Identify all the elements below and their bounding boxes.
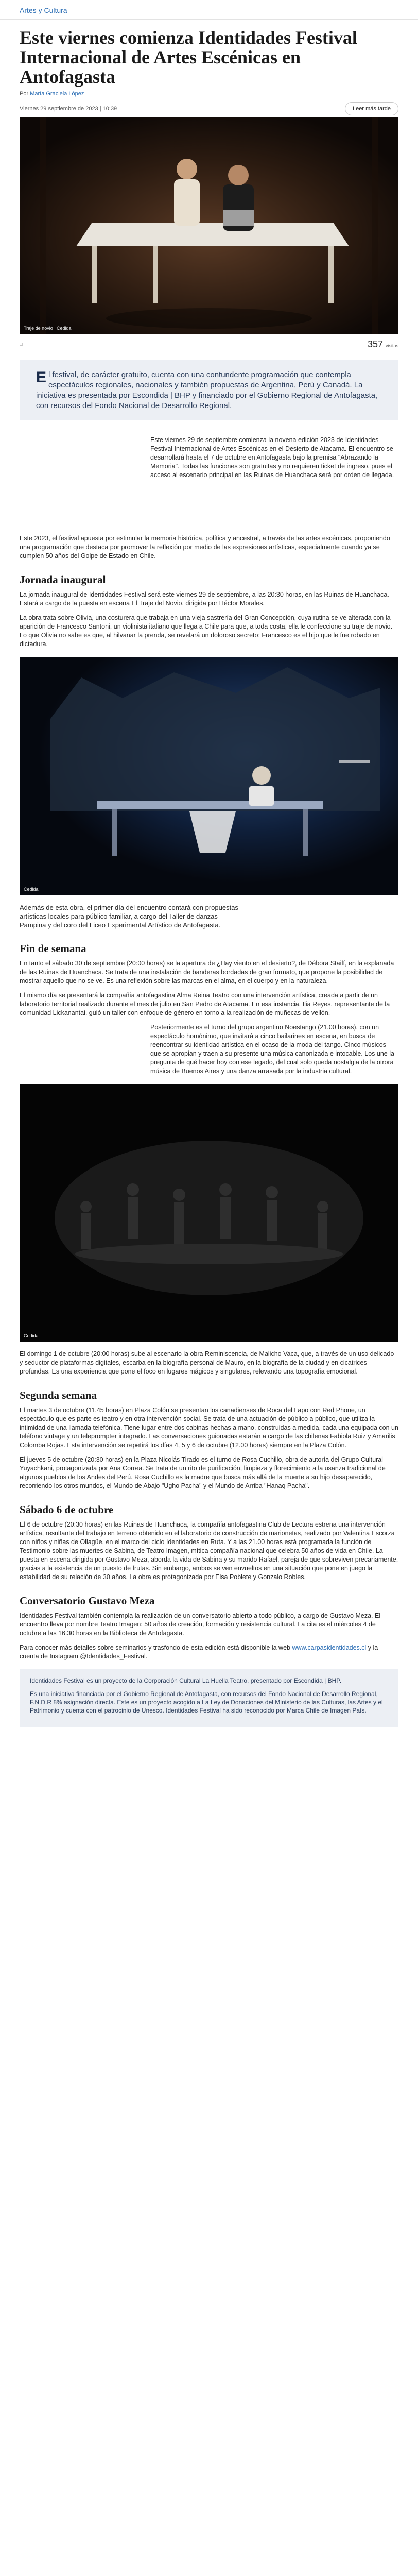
article-body (0, 1350, 418, 1376)
article-body (0, 959, 418, 1076)
article-body (0, 1520, 418, 1582)
article-body (0, 903, 418, 929)
read-later-button[interactable]: Leer más tarde (345, 102, 398, 115)
lead-box (20, 360, 398, 420)
paragraph: Posteriormente es el turno del grupo argentino Noestango (21.00 horas), con un espectáculo homónimo, que invitará a cinco bailarines en escena, en busca de reencontrar su identidad artística en el ocaso de la moda del tango. Cinco músicos que se apropian y traen a su presente una música canonizada e intocable. Los une la pregunta de qué hacer hoy con ese legado, del cual solo queda nostalgia de la otrora música de Buenos Aires y una danza arrasada por la industria cultural. (150, 1024, 394, 1075)
hero-photo-image (20, 117, 398, 334)
paragraph: En tanto el sábado 30 de septiembre (20:00 horas) se la apertura de ¿Hay viento en el desierto?, de Débora Staiff, en la explanada de las Ruinas de Huanchaca. Se trata de una instalación de banderas bordadas de gran formato, que propone la posibilidad de mostrar aquello que no se ve. Es una reflexión sobre las marcas en el alma, en el cuerpo y en la naturaleza. (20, 960, 394, 985)
paragraph: La jornada inaugural de Identidades Festival será este viernes 29 de septiembre, a las 20:30 horas, en las Ruinas de Huanchaca. Estará a cargo de la puesta en escena El Traje del Novio, dirigida por Héctor Morales. (20, 591, 389, 607)
byline (0, 87, 418, 97)
paragraph: Identidades Festival también contempla la realización de un conversatorio abierto a todo público, a cargo de Gustavo Meza. El encuentro lleva por nombre Teatro Imagen: 50 años de creación, formación y resistencia cultural. La cita es el miércoles 4 de octubre a las 16.30 horas en la Biblioteca de Antofagasta. (20, 1612, 381, 1637)
paragraph: El 6 de octubre (20:30 horas) en las Ruinas de Huanchaca, la compañía antofagastina Club de Lectura estrena una intervención artística, resultante del trabajo en terreno obtenido en el laboratorio de construcción de marionetas, realizado por Valentina Escorza con niños y niñas de Ollagüe, en el marco del ciclo Identidades en Ruta. Y a las 21.00 horas está programada la función de Testimonio sobre las muertes de Sabina, de Teatro Imagen, mítica compañía nacional que celebra 50 años de vida en Chile. La puesta en escena dirigida por Gustavo Meza, aborda la vida de Sabina y su marido Rafael, pareja de que sobreviven precariamente, gracias a la existencia de un puesto de frutas. Sin embargo, ambos se ven envueltos en una situación que pone en juego la estabilidad de su relación de 30 años. La obra es protagonizada por Elsa Poblete y Gonzalo Robles. (20, 1521, 398, 1581)
article-body (0, 590, 418, 649)
photo-meta (0, 334, 418, 354)
article-body (0, 1612, 418, 1661)
section-bar (0, 0, 418, 20)
views-counter (368, 339, 398, 350)
paragraph: Este 2023, el festival apuesta por estimular la memoria histórica, política y ancestral, a través de las artes escénicas, proponiendo una programación que destaca por promover la reflexión por medio de las expresiones artísticas, especialmente cuando ya se cumplen 50 años del Golpe de Estado en Chile. (20, 535, 390, 560)
lead-paragraph (36, 370, 384, 411)
views-label: visitas (385, 343, 398, 348)
camera-icon: □ (20, 342, 23, 347)
paragraph: El mismo día se presentará la compañía antofagastina Alma Reina Teatro con una intervención artística, creada a partir de un laboratorio territorial realizado durante el mes de julio en San Pedro de Atacama. En esa instancia, Ilia Reyes, representante de la comunidad Lickanantai, guió un taller con enfoque de género en torno a la realización de muñecas de vellón. (20, 992, 390, 1016)
paragraph-text: Para conocer más detalles sobre seminarios y trasfondo de esta edición está disponible la web (20, 1644, 290, 1651)
byline-prefix: Por (20, 91, 29, 97)
paragraph (20, 1643, 398, 1661)
photo-credit: Cedida (24, 1333, 39, 1338)
subheading: Sábado 6 de octubre (20, 1503, 114, 1516)
photo-credit: Cedida (24, 887, 39, 892)
paragraph: El jueves 5 de octubre (20:30 horas) en la Plaza Nicolás Tirado es el turno de Rosa Cuchillo, obra de autoría del Grupo Cultural Yuyachkani, protagonizada por Ana Correa. Se trata de un rito de purificación, limpieza y florecimiento a la usanza tradicional de algunos pueblos de los Andes del Perú. Rosa Cuchillo es la madre que busca más allá de la muerte a su hijo desaparecido, recorriendo los otros mundos, el Mundo de Abajo "Ugho Pacha" y el Mundo de Arriba "Hanaq Pacha". (20, 1456, 386, 1489)
hero-photo[interactable] (20, 117, 398, 334)
article-photo[interactable] (20, 1084, 398, 1342)
article-body (0, 436, 418, 561)
article-headline: Este viernes comienza Identidades Festival Internacional de Artes Escénicas en Antofagasta (20, 27, 357, 87)
page-bottom-spacer (0, 1727, 418, 1748)
photo-credit: Traje de novio | Cedida (24, 326, 72, 331)
subheading: Fin de semana (20, 942, 86, 955)
festival-website-link[interactable]: www.carpasidentidades.cl (292, 1644, 367, 1651)
article-body (0, 1406, 418, 1490)
info-paragraph: Es una iniciativa financiada por el Gobierno Regional de Antofagasta, con recursos del Fondo Nacional de Desarrollo Regional, F.N.D.R 8% asignación directa. Este es un proyecto acogido a La Ley de Donaciones del Ministerio de las Culturas, las Artes y el Patrimonio y cuenta con el patrocinio de Unesco. Identidades Festival ha sido reconocido por Marca Chile de Imagen País. (30, 1690, 383, 1714)
section-link[interactable]: Artes y Cultura (20, 6, 67, 14)
lead-text: l festival, de carácter gratuito, cuenta con una contundente programación que contempla espectáculos regionales, nacionales y también propuestas de Argentina, Perú y Canadá. La iniciativa es presentada por Escondida | BHP y financiado por el Gobierno Regional de Antofagasta, con recursos del Fondo Nacional de Desarrollo Regional. (36, 370, 378, 410)
paragraph: El domingo 1 de octubre (20:00 horas) sube al escenario la obra Reminiscencia, de Malicho Vaca, que, a través de un uso delicado y seductor de plataformas digitales, escarba en la biografía personal de Mauro, en la biografía de la ciudad y en cicatrices profundas. Es una experiencia que pone el foco en lugares mágicos y singulares, relevando una topografía emocional. (20, 1350, 394, 1375)
author-link[interactable]: María Graciela López (30, 91, 84, 97)
paragraph: El martes 3 de octubre (11.45 horas) en Plaza Colón se presentan los canadienses de Roca del Lapo con Red Phone, un espectáculo que es parte es teatro y en otra intervención social. Se trata de una actuación de público a público, que utiliza la intimidad de una llamada telefónica. Tiene lugar entre dos cabinas hechas a mano, construidas a medida, cada una equipada con un teléfono vintage y un teleprompter integrado. Las conversaciones guionadas estarán a cargo de las chilenas Fabiola Ruiz y Amarilis Colomba Rojas. Esta intervención se repetirá los días 4, 5 y 6 de octubre (12.00 horas) siempre en la Plaza Colón. (20, 1406, 398, 1449)
views-count: 357 (367, 338, 383, 349)
info-box (20, 1669, 398, 1727)
paragraph: Además de esta obra, el primer día del encuentro contará con propuestas artísticas locales para público familiar, a cargo del Taller de danzas Pampina y del coro del Liceo Experimental Artístico de Antofagasta. (20, 904, 238, 929)
info-paragraph: Identidades Festival es un proyecto de la Corporación Cultural La Huella Teatro, presentado por Escondida | BHP. (30, 1677, 342, 1684)
subheading: Segunda semana (20, 1389, 97, 1401)
paragraph-text: y la cuenta de Instagram @Identidades_Festival. (20, 1644, 378, 1660)
dropcap: E (36, 369, 47, 386)
subheading: Jornada inaugural (20, 573, 106, 586)
dateline (0, 97, 418, 117)
paragraph: Este viernes 29 de septiembre comienza la novena edición 2023 de Identidades Festival Internacional de Artes Escénicas en el Desierto de Atacama. El encuentro se desarrollará hasta el 7 de octubre en Antofagasta bajo la premisa "Abrazando la Memoria". Todas las funciones son gratuitas y no requieren ticket de ingreso, pues el acceso al escenario principal en las Ruinas de Huanchaca será por orden de llegada. (150, 436, 394, 479)
article-photo[interactable] (20, 657, 398, 895)
publish-date: Viernes 29 septiembre de 2023 | 10:39 (20, 106, 117, 112)
subheading: Conversatorio Gustavo Meza (20, 1595, 155, 1607)
paragraph: La obra trata sobre Olivia, una costurera que trabaja en una vieja sastrería del Gran Concepción, cuya rutina se ve alterada con la aparición de Francesco Santoni, un violinista italiano que llega a Chile para que, a toda costa, ella le confeccione su traje de novio. Lo que Olivia no sabe es que, al hilvanar la prenda, se revelará un doloroso secreto: Francesco es el hijo que le fue robado en dictadura. (20, 614, 393, 648)
article-photo-image (20, 1084, 398, 1342)
article-photo-image (20, 657, 398, 895)
